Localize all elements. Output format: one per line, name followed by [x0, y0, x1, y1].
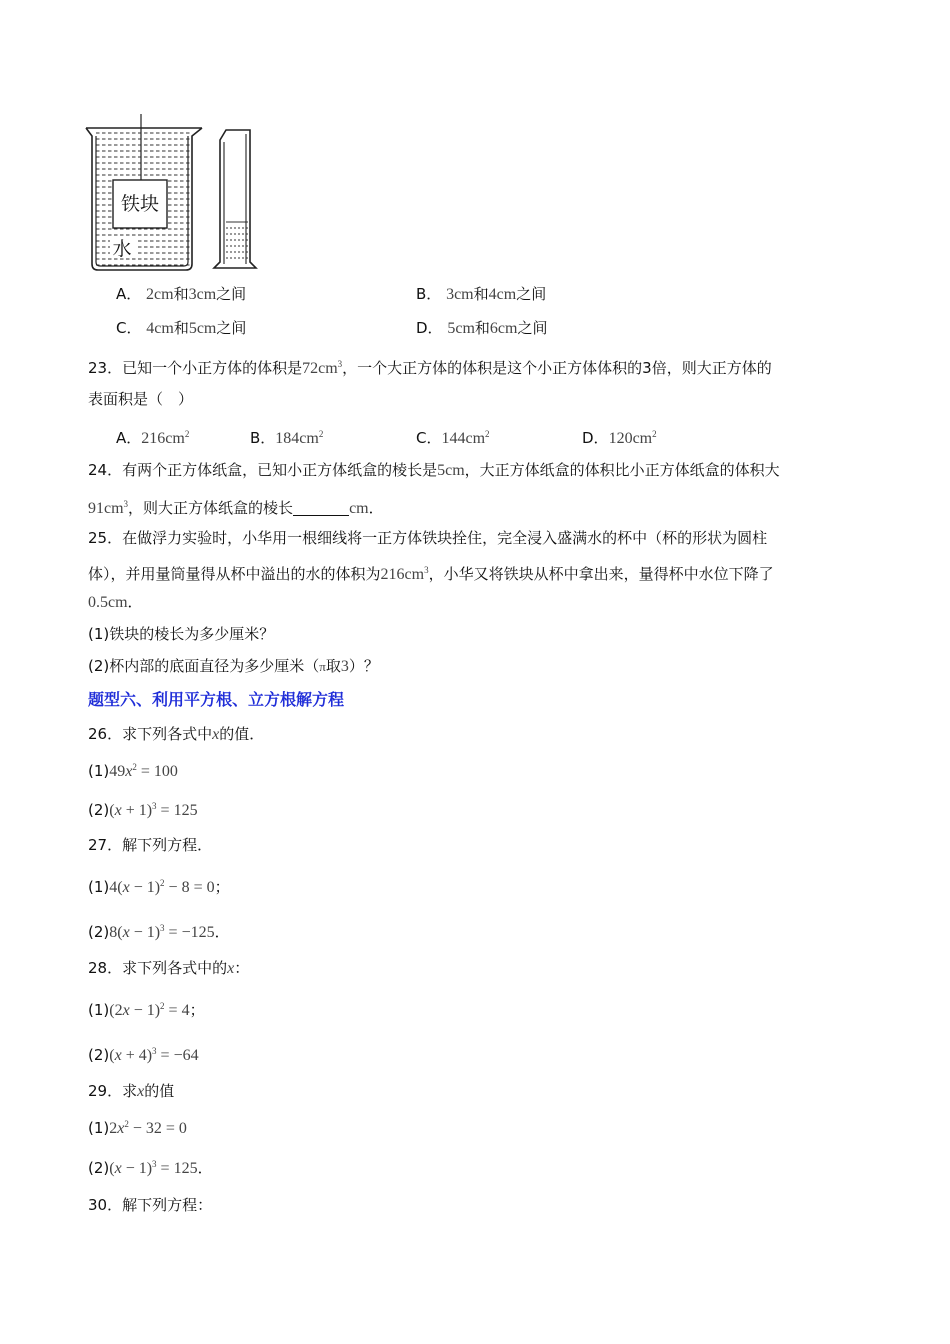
variable: x [212, 726, 220, 743]
part-label: (1) [88, 1119, 110, 1137]
question-28-part1 [88, 996, 205, 1021]
option-value: 5cm [447, 320, 475, 337]
question-text: ，则大正方体纸盒的棱长 [128, 499, 294, 517]
part-label: (1) [88, 1001, 110, 1019]
exponent: 3 [152, 1046, 157, 1056]
punctuation: ． [368, 499, 384, 517]
part-label: (1) [88, 878, 110, 896]
question-23-line2 [88, 389, 193, 409]
part-label: (2) [88, 923, 110, 941]
exponent: 2 [318, 429, 324, 439]
variable: x [227, 960, 235, 977]
question-text: 有两个正方体纸盒，已知小正方体纸盒的棱长是 [122, 461, 438, 479]
punctuation: ． [127, 593, 143, 611]
part-label: (1) [88, 762, 110, 780]
q23-option-c [416, 424, 490, 449]
option-value: 2cm [146, 286, 174, 303]
variable: x [122, 879, 130, 896]
question-text: ，小华又将铁块从杯中拿出来，量得杯中水位下降了 [428, 565, 774, 583]
expr: = 100 [136, 763, 178, 780]
question-text: 解下列方程． [122, 836, 213, 854]
question-text: 的值． [219, 725, 265, 743]
exponent: 2 [485, 429, 490, 439]
q23-option-d [582, 424, 657, 449]
q23-option-b [250, 424, 323, 449]
exponent: 2 [184, 429, 190, 439]
question-number: 27． [88, 836, 123, 854]
question-25-line1 [88, 528, 767, 548]
expr: − 1) [129, 1002, 161, 1019]
option-tail: 之间 [516, 285, 547, 303]
section-heading: 题型六、利用平方根、立方根解方程 [88, 690, 345, 709]
iron-block-label: 铁块 [120, 193, 160, 215]
beaker-figure [84, 112, 274, 274]
question-text: 求下列各式中 [122, 725, 213, 743]
variable: x [117, 1120, 125, 1137]
option-conj: 和 [173, 285, 189, 303]
expr: + 4) [121, 1047, 153, 1064]
pi-value: 3 [340, 658, 349, 675]
exponent: 3 [152, 801, 157, 811]
question-number: 23． [88, 359, 123, 377]
question-text: 求 [122, 1082, 138, 1100]
question-text: 解下列方程： [122, 1196, 213, 1214]
option-value: 3cm [188, 286, 217, 303]
question-number: 25． [88, 529, 123, 547]
expr: 2 [109, 1120, 118, 1137]
exponent: 2 [132, 762, 137, 772]
variable: x [122, 1002, 130, 1019]
option-value: 184cm [275, 430, 319, 447]
question-27-part2 [88, 918, 230, 943]
sub-question: ）？ [348, 657, 379, 675]
expr: 49 [109, 763, 126, 780]
expr: − 1) [129, 879, 161, 896]
expr: = 125 [156, 802, 198, 819]
graduated-cylinder [214, 130, 256, 268]
part-label: (2) [88, 1046, 110, 1064]
question-24-line2 [88, 494, 384, 519]
option-conj: 和 [473, 285, 489, 303]
punctuation: ． [214, 923, 230, 941]
variable: x [122, 924, 130, 941]
question-26 [88, 724, 264, 745]
punctuation: ； [189, 1001, 205, 1019]
volume-value: 91cm [88, 500, 124, 517]
expr: = 4 [164, 1002, 190, 1019]
water-label: 水 [112, 238, 132, 260]
question-23-line1 [88, 354, 772, 379]
option-letter: B． [416, 285, 442, 303]
question-25-line2 [88, 560, 774, 585]
question-text: 体），并用量筒量得从杯中溢出的水的体积为 [88, 565, 381, 583]
question-number: 24． [88, 461, 123, 479]
question-28-part2 [88, 1041, 199, 1066]
volume-value: 216cm [380, 566, 425, 583]
value: 72cm [302, 360, 338, 377]
question-29-part2 [88, 1154, 213, 1179]
unit: cm [349, 500, 369, 517]
variable: x [114, 1047, 122, 1064]
question-27 [88, 835, 212, 855]
question-number: 29． [88, 1082, 123, 1100]
expr: ( [109, 802, 115, 819]
question-24-line1 [88, 460, 780, 481]
question-text: ，大正方体纸盒的体积比小正方体纸盒的体积大 [464, 461, 780, 479]
question-number: 26． [88, 725, 123, 743]
option-value: 144cm [441, 430, 486, 447]
answer-blank[interactable] [293, 501, 349, 516]
option-tail: 之间 [216, 285, 247, 303]
question-text: 的值 [144, 1082, 175, 1100]
expr: = −125 [164, 924, 215, 941]
expr: − 1) [129, 924, 161, 941]
exponent: 2 [124, 1119, 129, 1129]
option-d [416, 318, 547, 339]
option-letter: D． [582, 429, 609, 447]
option-letter: A． [116, 285, 142, 303]
option-letter: C． [416, 429, 442, 447]
variable: x [137, 1083, 145, 1100]
question-number: 30． [88, 1196, 123, 1214]
sub-question: (2)杯内部的底面直径为多少厘米（ [88, 657, 320, 675]
option-b [416, 284, 546, 305]
option-value: 120cm [608, 430, 653, 447]
question-text: 表面积是（ ） [88, 390, 194, 408]
question-29-part1 [88, 1114, 187, 1139]
exponent: 2 [160, 1001, 165, 1011]
drop-value: 0.5cm [88, 594, 128, 611]
option-a [116, 284, 246, 305]
question-29 [88, 1081, 174, 1102]
expr: + 1) [121, 802, 153, 819]
punctuation: ． [197, 1159, 213, 1177]
question-27-part1 [88, 873, 230, 898]
option-conj: 和 [173, 319, 189, 337]
expr: − 8 = 0 [164, 879, 215, 896]
exponent: 3 [337, 359, 343, 369]
option-c [116, 318, 246, 339]
punctuation: ： [234, 959, 250, 977]
expr: = 125 [156, 1160, 198, 1177]
sub-question: (1)铁块的棱长为多少厘米？ [88, 625, 275, 643]
question-26-part2 [88, 796, 198, 821]
exponent: 3 [152, 1159, 157, 1169]
question-text: 在做浮力实验时，小华用一根细线将一正方体铁块拴住，完全浸入盛满水的杯中（杯的形状为圆柱 [122, 529, 768, 547]
option-value: 4cm [488, 286, 517, 303]
question-25-sub2 [88, 656, 379, 677]
exponent: 2 [160, 878, 165, 888]
variable: x [114, 802, 122, 819]
pi-symbol: π [319, 659, 326, 674]
option-tail: 之间 [517, 319, 548, 337]
question-text: 已知一个小正方体的体积是 [122, 359, 303, 377]
exponent: 3 [123, 499, 129, 509]
question-30 [88, 1195, 212, 1215]
option-value: 216cm [141, 430, 185, 447]
exponent: 3 [160, 923, 165, 933]
sub-question: 取 [325, 657, 341, 675]
edge-value: 5cm [437, 462, 465, 479]
question-text: 求下列各式中的 [122, 959, 228, 977]
option-letter: A． [116, 429, 142, 447]
option-tail: 之间 [216, 319, 247, 337]
q23-option-a [116, 424, 189, 449]
option-value: 3cm [446, 286, 474, 303]
expr: ( [109, 1047, 115, 1064]
expr: (2 [109, 1002, 123, 1019]
question-26-part1 [88, 757, 178, 782]
variable: x [114, 1160, 122, 1177]
option-letter: D． [416, 319, 443, 337]
volume-value [302, 360, 342, 377]
option-letter: B． [250, 429, 276, 447]
part-label: (2) [88, 1159, 110, 1177]
expr: 8( [109, 924, 123, 941]
exponent: 3 [424, 565, 429, 575]
question-25-line3 [88, 592, 143, 613]
option-value: 4cm [146, 320, 174, 337]
option-letter: C． [116, 319, 142, 337]
expr: − 1) [121, 1160, 153, 1177]
option-value: 6cm [489, 320, 518, 337]
question-28 [88, 958, 249, 979]
part-label: (2) [88, 801, 110, 819]
punctuation: ； [214, 878, 230, 896]
expr: = −64 [156, 1047, 199, 1064]
option-conj: 和 [474, 319, 490, 337]
expr: − 32 = 0 [128, 1120, 187, 1137]
question-text: ，一个大正方体的体积是这个小正方体体积的3倍，则大正方体的 [342, 359, 772, 377]
expr: ( [109, 1160, 115, 1177]
variable: x [125, 763, 133, 780]
exponent: 2 [652, 429, 657, 439]
question-25-sub1 [88, 624, 274, 644]
question-number: 28． [88, 959, 123, 977]
expr: 4( [109, 879, 123, 896]
option-value: 5cm [188, 320, 217, 337]
